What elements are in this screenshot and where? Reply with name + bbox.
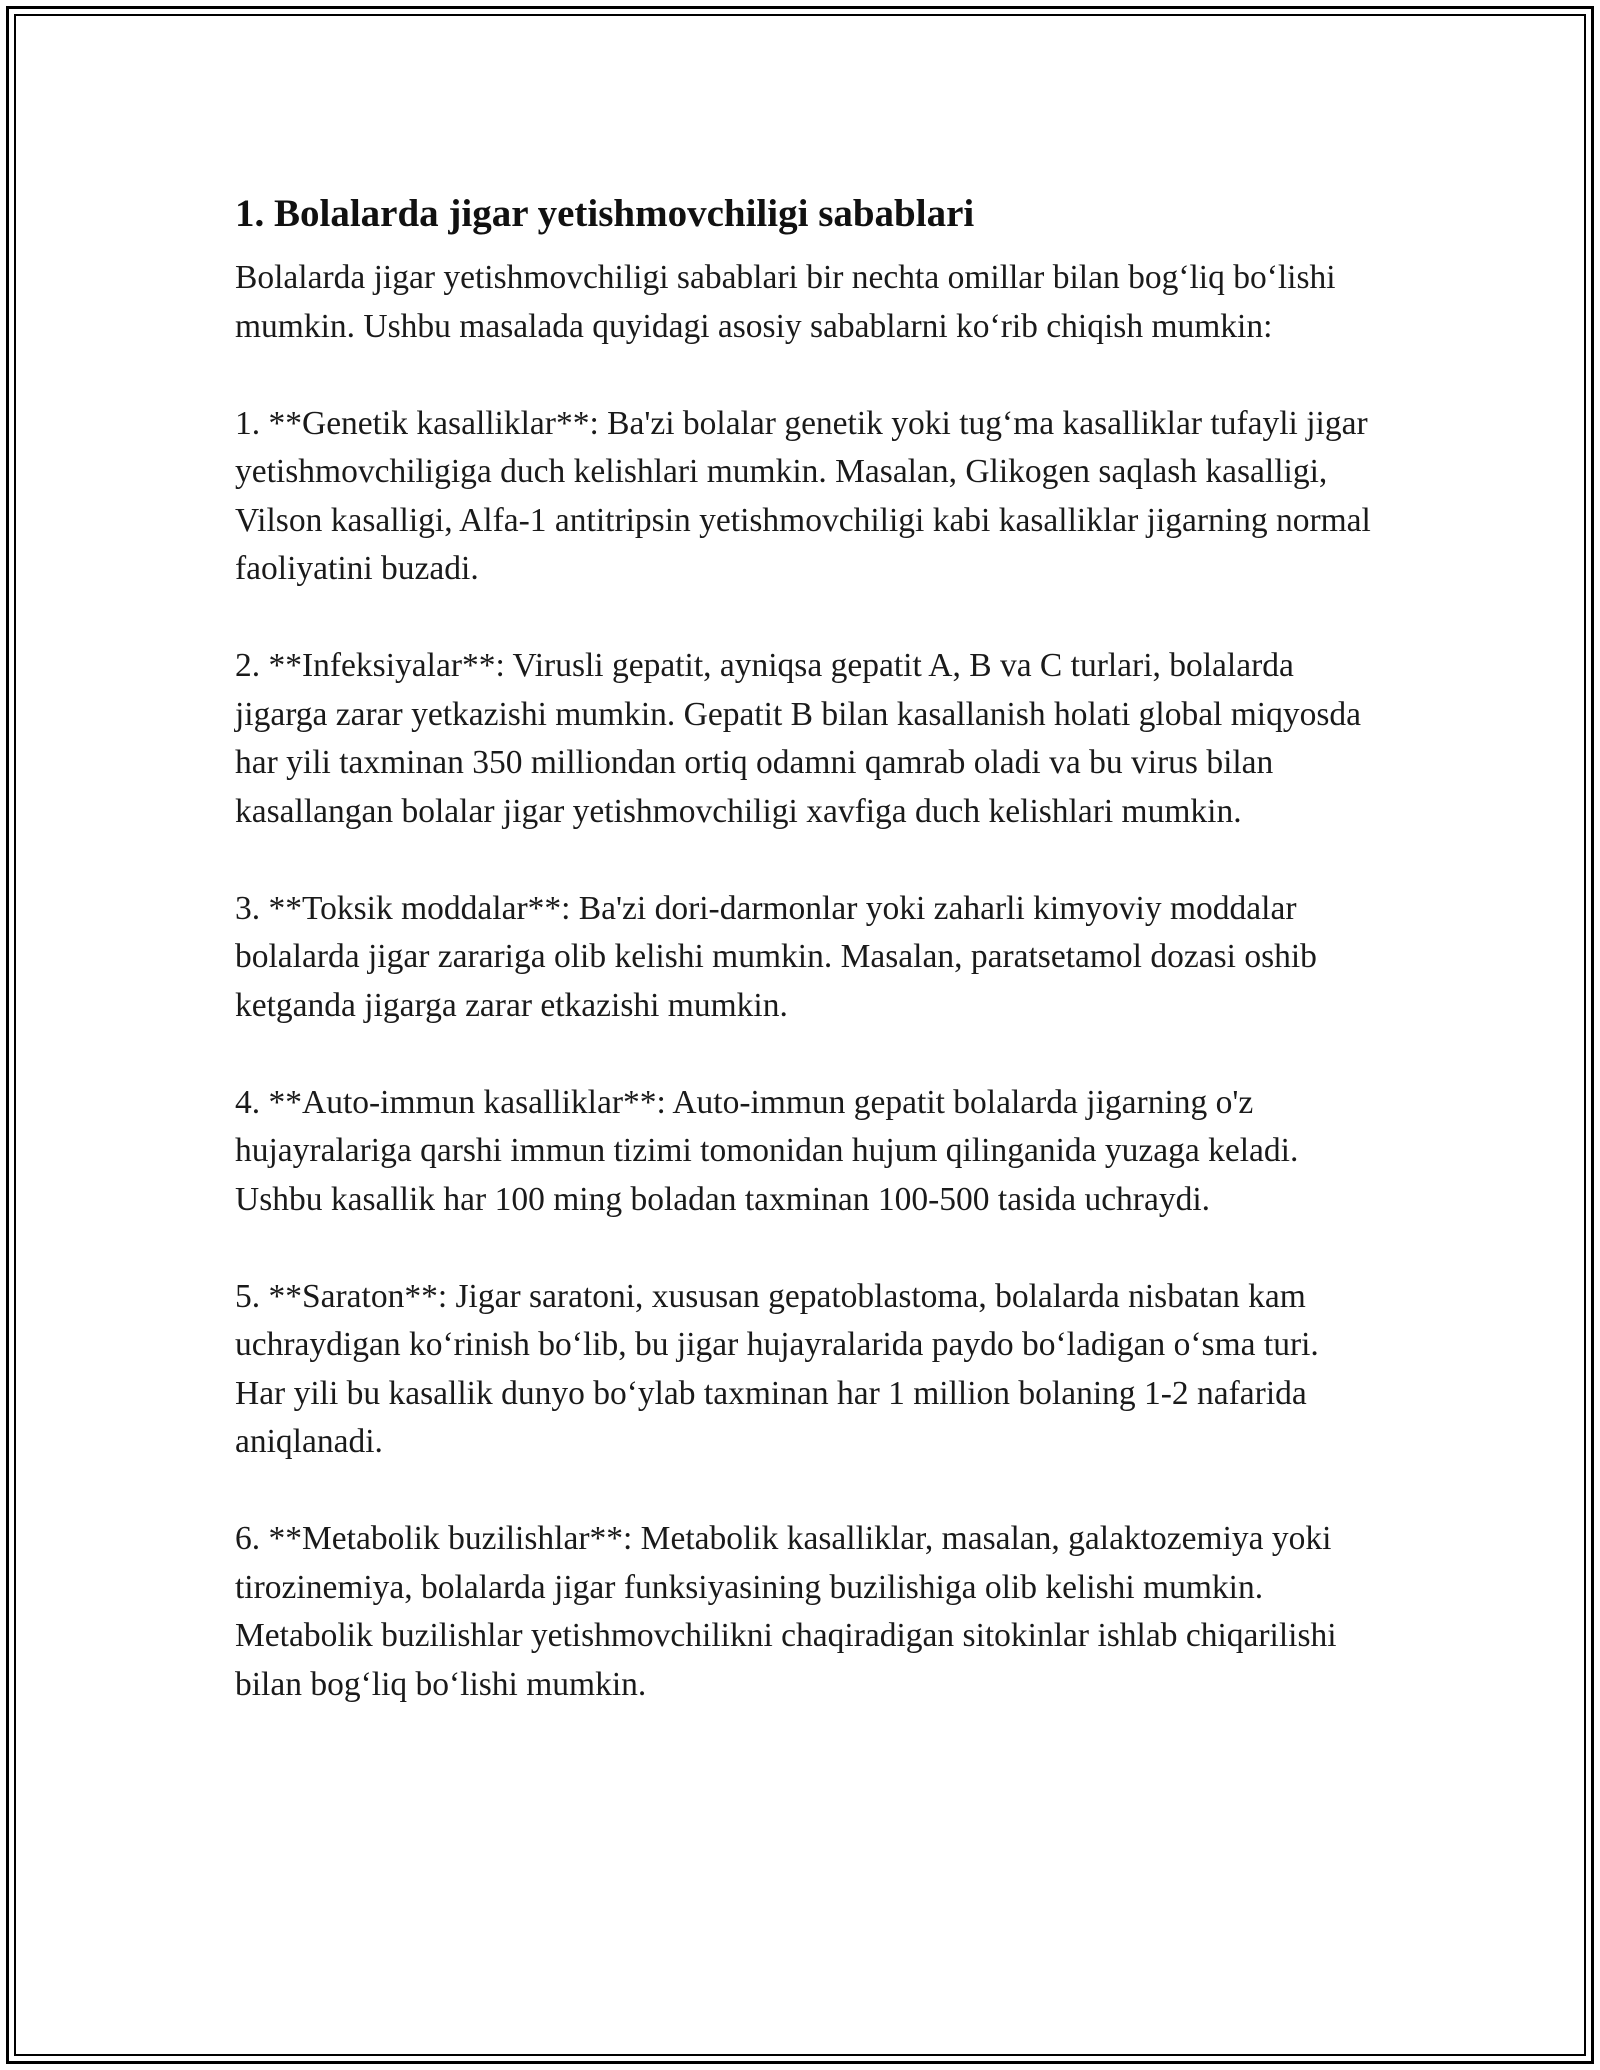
cause-toxic-paragraph: 3. **Toksik moddalar**: Ba'zi dori-darmonlar yoki zaharli kimyoviy moddalar bolalarda jigar zarariga olib kelishi mumkin. Masalan, paratsetamol dozasi oshib ketganda jigarga zarar etkazishi mumkin. (235, 889, 1317, 1024)
cause-metabolic-paragraph: 6. **Metabolik buzilishlar**: Metabolik kasalliklar, masalan, galaktozemiya yoki tirozinemiya, bolalarda jigar funksiyasining buzilishiga olib kelishi mumkin. Metabolik buzilishlar yetishmovchilikni chaqiradigan sitokinlar ishlab chiqarilishi bilan bog‘liq bo‘lishi mumkin. (235, 1520, 1337, 1703)
document-body (235, 182, 1375, 1758)
intro-paragraph: Bolalarda jigar yetishmovchiligi sabablari bir nechta omillar bilan bog‘liq bo‘lishi mumkin. Ushbu masalada quyidagi asosiy sabablarni ko‘rib chiqish mumkin: (235, 259, 1336, 345)
document-title: 1. Bolalarda jigar yetishmovchiligi sabablari (235, 192, 975, 235)
cause-autoimmune-paragraph: 4. **Auto-immun kasalliklar**: Auto-immun gepatit bolalarda jigarning o'z hujayralariga qarshi immun tizimi tomonidan hujum qilinganida yuzaga keladi. Ushbu kasallik har 100 ming boladan taxminan 100-500 tasida uchraydi. (235, 1083, 1299, 1218)
cause-infections-paragraph: 2. **Infeksiyalar**: Virusli gepatit, ayniqsa gepatit A, B va C turlari, bolalarda jigarga zarar yetkazishi mumkin. Gepatit B bilan kasallanish holati global miqyosda har yili taxminan 350 milliondan ortiq odamni qamrab oladi va bu virus bilan kasallangan bolalar jigar yetishmovchiligi xavfiga duch kelishlari mumkin. (235, 647, 1362, 830)
cause-genetic-paragraph: 1. **Genetik kasalliklar**: Ba'zi bolalar genetik yoki tug‘ma kasalliklar tufayli jigar yetishmovchiligiga duch kelishlari mumkin. Masalan, Glikogen saqlash kasalligi, Vilson kasalligi, Alfa-1 antitripsin yetishmovchiligi kabi kasalliklar jigarning normal faoliyatini buzadi. (235, 404, 1371, 587)
cause-cancer-paragraph: 5. **Saraton**: Jigar saratoni, xususan gepatoblastoma, bolalarda nisbatan kam uchraydigan ko‘rinish bo‘lib, bu jigar hujayralarida paydo bo‘ladigan o‘sma turi. Har yili bu kasallik dunyo bo‘ylab taxminan har 1 million bolaning 1-2 nafarida aniqlanadi. (235, 1277, 1319, 1460)
